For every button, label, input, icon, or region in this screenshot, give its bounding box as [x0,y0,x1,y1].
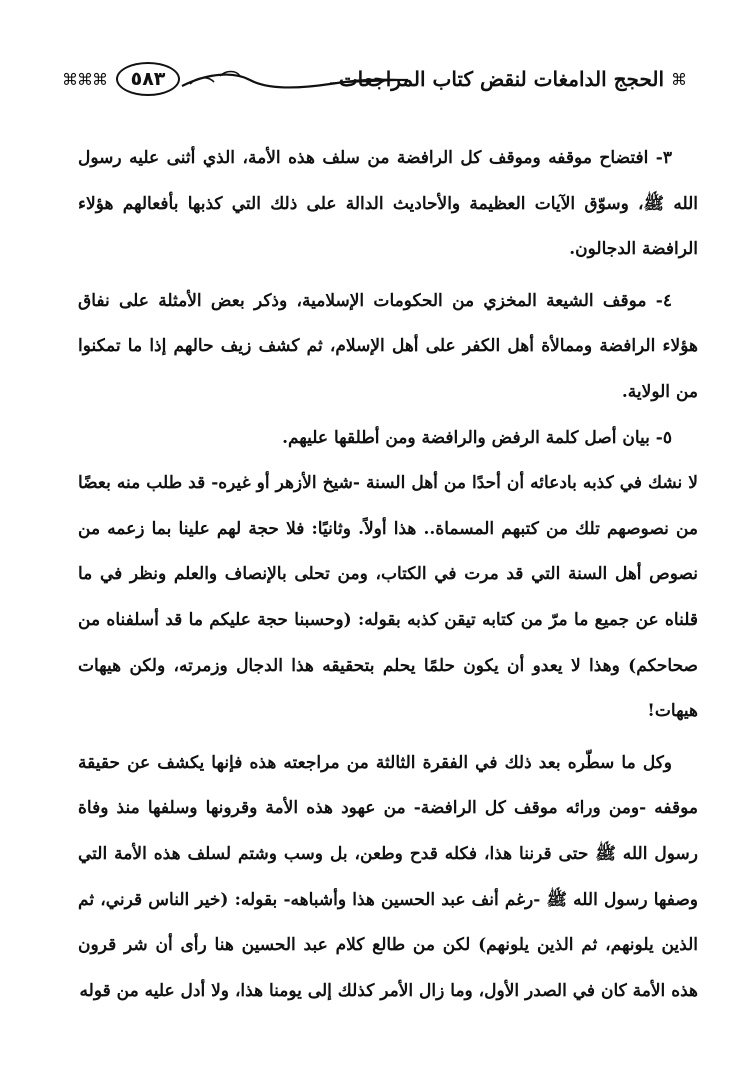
page-body [78,136,698,1014]
book-title: الحجج الدامغات لنقض كتاب المراجعات [338,67,664,91]
paragraph-third-section: وكل ما سطّره بعد ذلك في الفقرة الثالثة من مراجعته هذه فإنها يكشف عن حقيقة موقفه -ومن ورائه موقف كل الرافضة- من عهود هذه الأمة وقرونها وسلفها منذ وفاة رسول الله ﷺ حتى قرننا هذا، فكله قدح وطعن، بل وسب وشتم لسلف هذه الأمة التي وصفها رسول الله ﷺ -رغم أنف عبد الحسين هذا وأشباهه- بقوله: (خير الناس قرني، ثم الذين يلونهم، ثم الذين يلونهم) لكن من طالع كلام عبد الحسين هنا رأى أن شر قرون هذه الأمة كان في الصدر الأول، وما زال الأمر كذلك إلى يومنا هذا، ولا أدل عليه من قوله [78,752,698,1001]
paragraph-point-5: ٥- بيان أصل كلمة الرفض والرافضة ومن أطلقها عليهم. [282,427,672,448]
paragraph-point-4: ٤- موقف الشيعة المخزي من الحكومات الإسلامية، وذكر بعض الأمثلة على نفاق هؤلاء الرافضة وممالأة أهل الكفر على أهل الإسلام، ثم كشف زيف حالهم إذا ما تمكنوا من الولاية. [78,290,698,402]
page-number: ٥٨٣ [116,62,180,96]
paragraph-refutation: لا نشك في كذبه بادعائه أن أحدًا من أهل السنة -شيخ الأزهر أو غيره- قد طلب منه بعضًا من نصوصهم تلك من كتبهم المسماة.. هذا أولاً. وثانيًا: فلا حجة لهم علينا بما زعمه من نصوص أهل السنة التي قد مرت في الكتاب، ومن تحلى بالإنصاف والعلم ونظر في ما قلناه عن جميع ما مرّ من كتابه تيقن كذبه بقوله: (وحسبنا حجة عليكم ما قد أسلفناه من صحاحكم) وهذا لا يعدو أن يكون حلمًا يحلم بتحقيقه هذا الدجال وزمرته، ولكن هيهات هيهات! [78,473,698,722]
page-header [62,58,690,102]
ornament-left-icon: ⌘⌘⌘ [62,70,107,89]
paragraph-point-3: ٣- افتضاح موقفه وموقف كل الرافضة من سلف هذه الأمة، الذي أثنى عليه رسول الله ﷺ، وسوّق الآيات العظيمة والأحاديث الدالة على ذلك التي كذبها بأفعالهم هؤلاء الرافضة الدجالون. [78,148,698,260]
ornament-right-icon: ⌘ [671,70,687,89]
